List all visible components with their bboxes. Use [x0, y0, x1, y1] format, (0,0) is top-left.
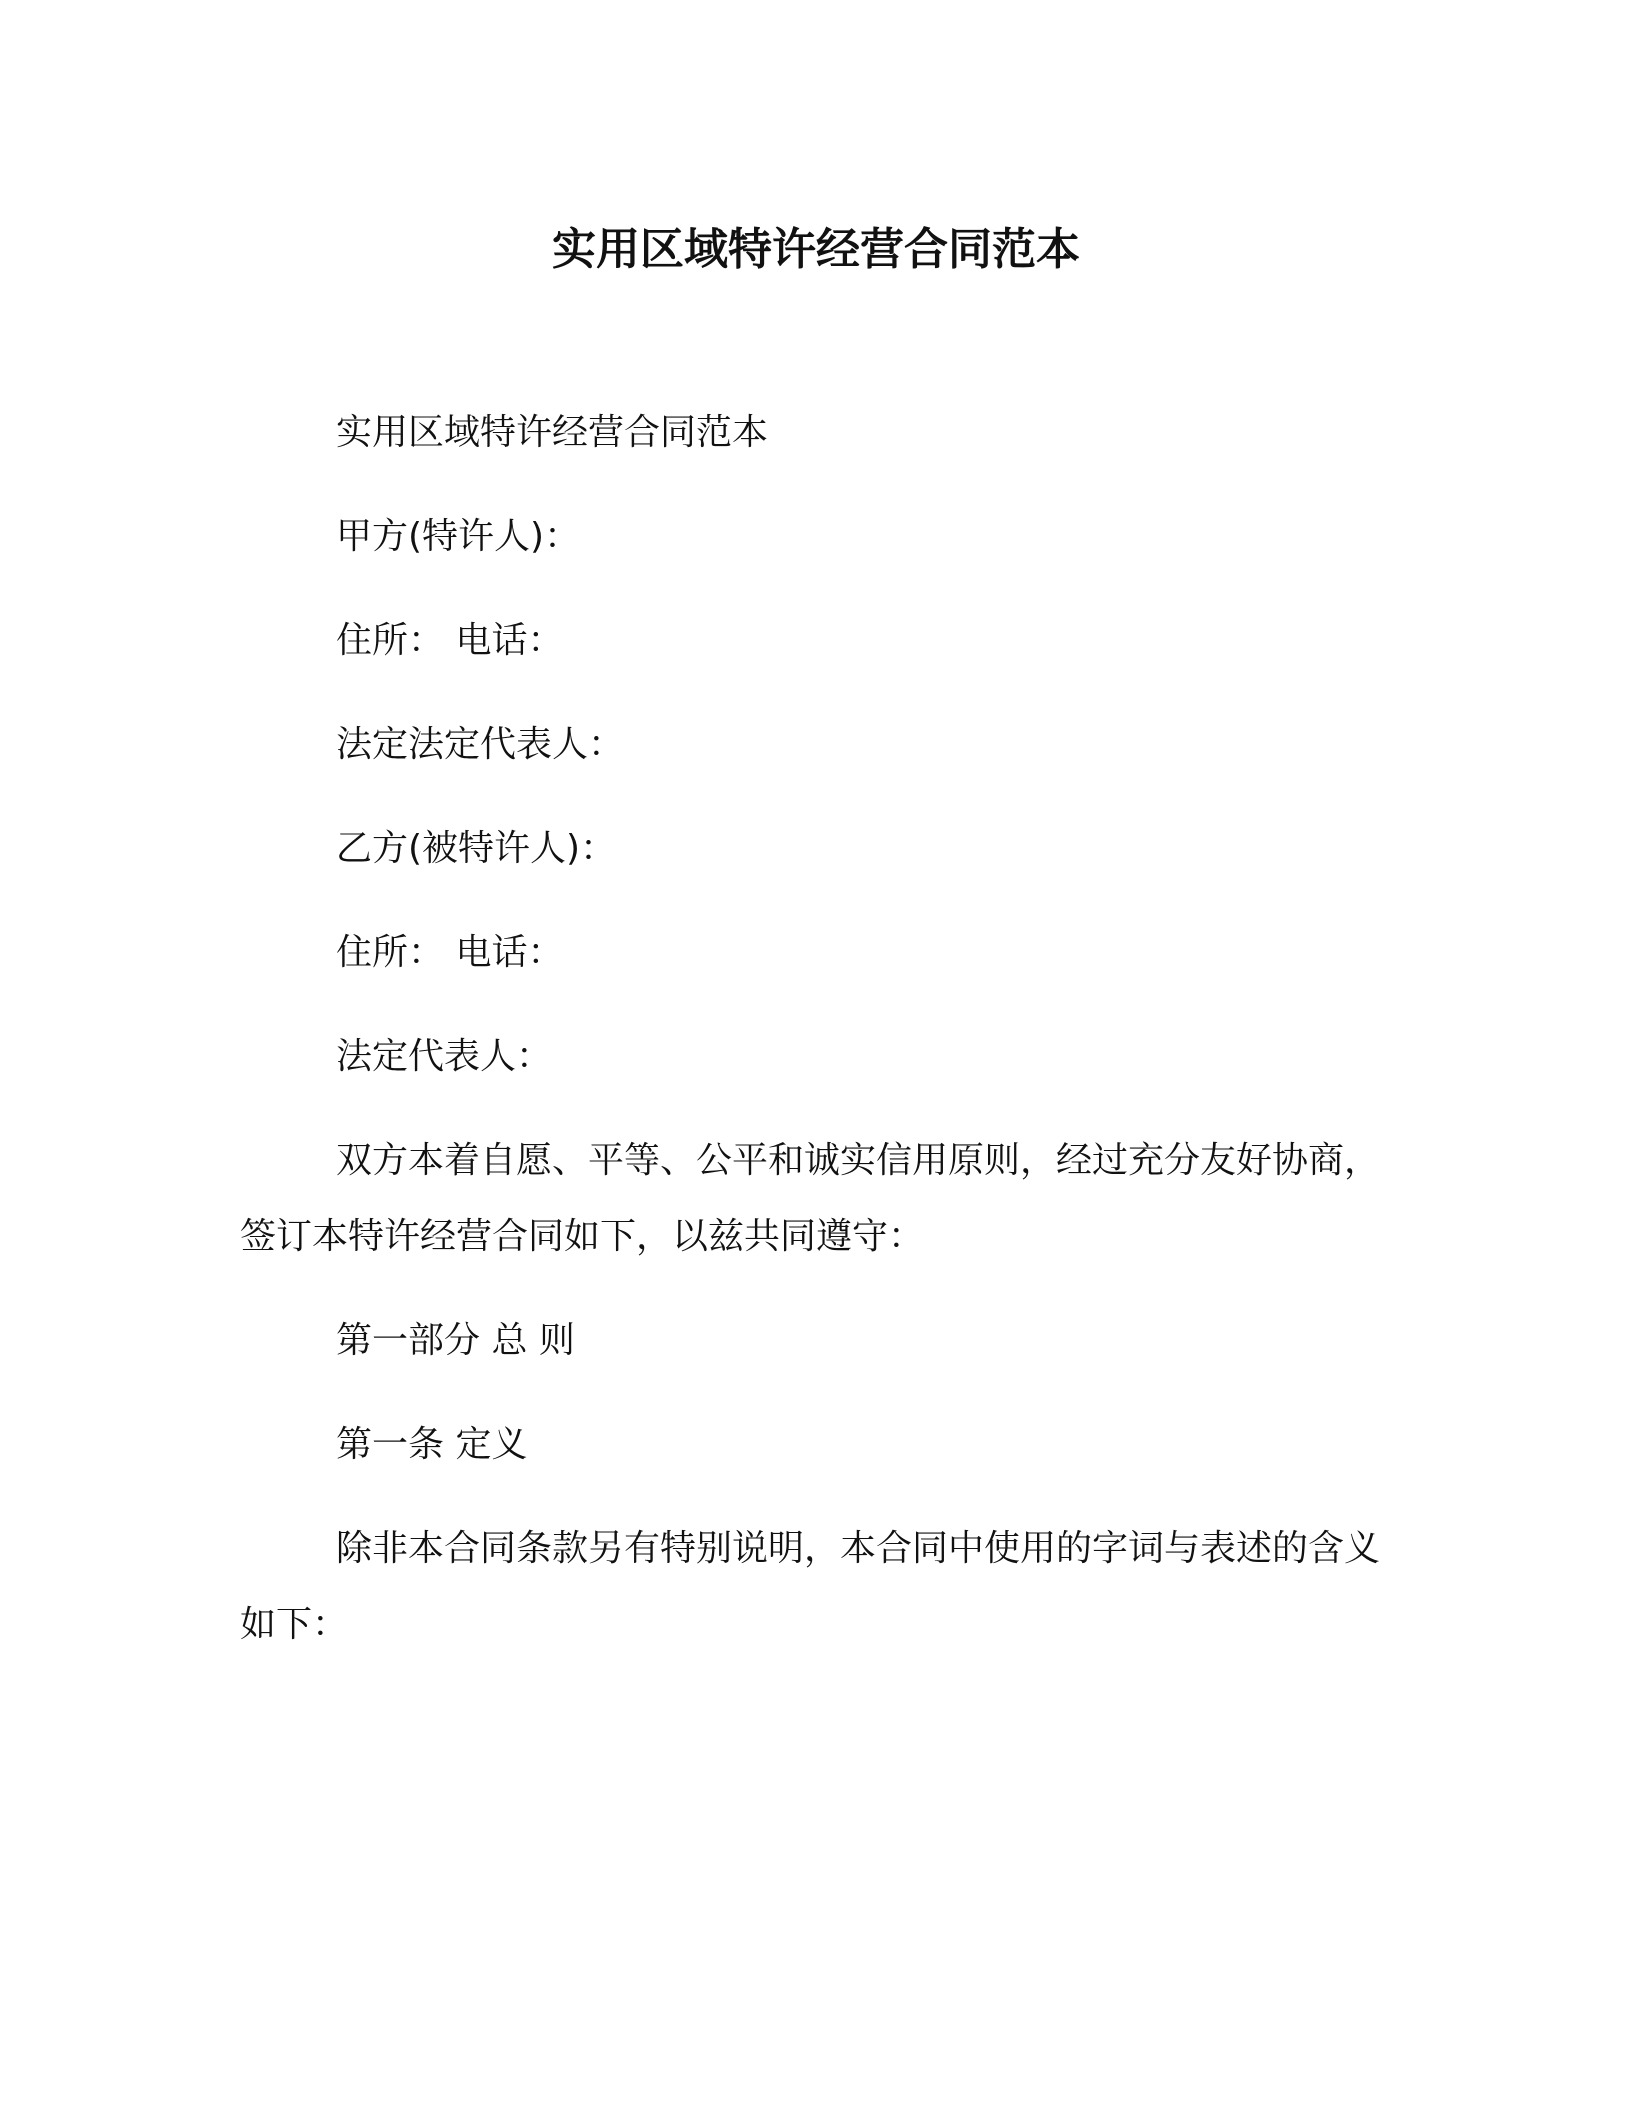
paragraph-party-a-representative: 法定法定代表人：	[336, 724, 625, 765]
paragraph-party-b-representative: 法定代表人：	[336, 1036, 553, 1077]
document-title: 实用区域特许经营合同范本	[552, 224, 1080, 275]
paragraph-heading: 实用区域特许经营合同范本	[336, 412, 769, 453]
paragraph-preamble: 双方本着自愿、平等、公平和诚实信用原则，经过充分友好协商，签订本特许经营合同如下，以兹共同遵守：	[240, 1140, 1381, 1257]
paragraph-part-one: 第一部分 总 则	[336, 1320, 575, 1361]
paragraph-party-a-address: 住所： 电话：	[336, 620, 564, 661]
paragraph-article-one: 第一条 定义	[336, 1424, 528, 1465]
paragraph-definitions: 除非本合同条款另有特别说明，本合同中使用的字词与表述的含义如下：	[240, 1528, 1381, 1645]
paragraph-party-b-address: 住所： 电话：	[336, 932, 564, 973]
paragraph-party-b: 乙方(被特许人)：	[336, 828, 617, 869]
document-body	[240, 395, 1400, 1691]
paragraph-party-a: 甲方(特许人)：	[336, 516, 581, 557]
